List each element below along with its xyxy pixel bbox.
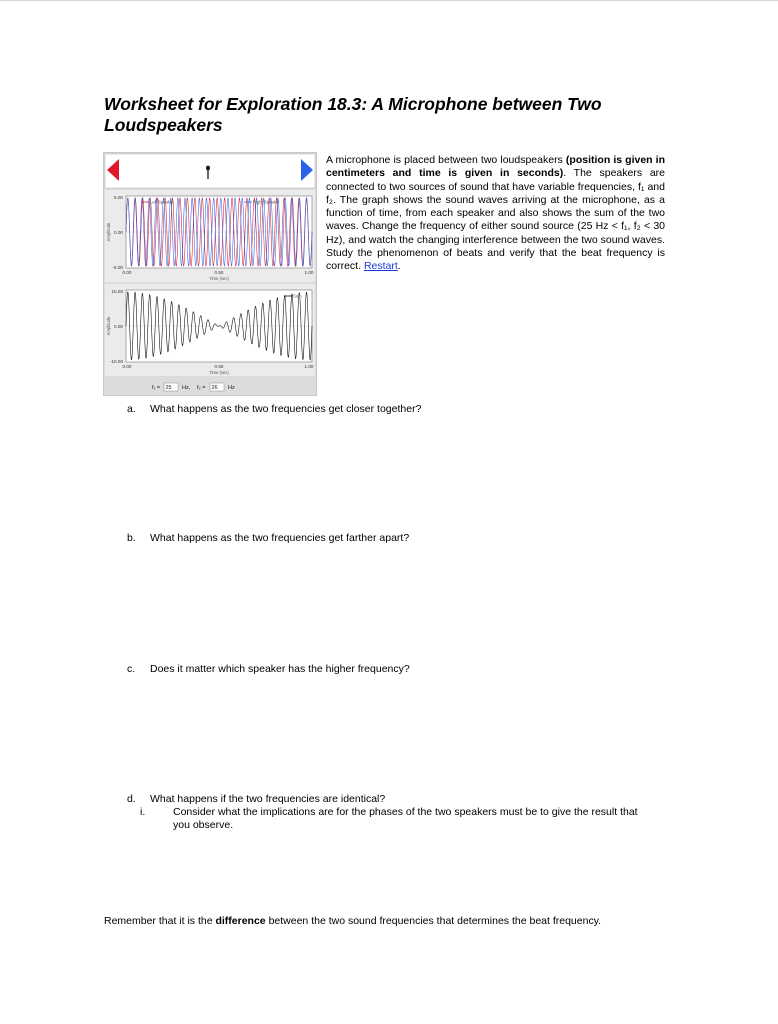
- remember-text: between the two sound frequencies that determines the beat frequency.: [265, 915, 602, 927]
- bottom-x-tick: 0.50: [214, 364, 224, 369]
- question-label: d.: [127, 793, 136, 805]
- question-text: What happens if the two frequencies are identical?: [150, 793, 386, 805]
- f1-unit: Hz,: [182, 385, 191, 391]
- bottom-x-tick: 1.00: [304, 364, 314, 369]
- bottom-y-tick: 0.00: [114, 324, 123, 329]
- top-y-tick: -5.00: [112, 265, 123, 270]
- top-y-axis-label: Amplitude: [106, 222, 111, 242]
- remember-text: Remember that it is the: [104, 915, 216, 927]
- intro-end: .: [397, 260, 401, 273]
- f2-unit: Hz: [228, 385, 235, 391]
- bottom-y-tick: -10.00: [109, 359, 123, 364]
- f2-value: 26: [211, 385, 218, 391]
- subquestion-text: Consider what the implications are for the phases of the two speakers must be to give the result that you observe.: [173, 806, 638, 831]
- legend-sum: Sum: [293, 293, 302, 299]
- f1-label: f₁ =: [152, 385, 161, 391]
- remember-note: [104, 915, 601, 928]
- question-label: c.: [127, 663, 136, 675]
- question-text: What happens as the two frequencies get closer together?: [150, 403, 422, 415]
- frequency-controls: [152, 383, 235, 391]
- simulation-svg: [104, 153, 316, 395]
- question-label: a.: [127, 403, 136, 415]
- page-top-border: [0, 0, 778, 1]
- top-x-tick: 1.00: [304, 270, 314, 275]
- intro-bold: (position is given in centimeters and time is given in seconds): [326, 154, 665, 180]
- top-graph: [105, 190, 315, 282]
- remember-bold: difference: [215, 915, 266, 927]
- page-title: Worksheet for Exploration 18.3: A Microphone between Two Loudspeakers: [104, 94, 602, 135]
- bottom-graph: [105, 284, 315, 376]
- question-label: b.: [127, 532, 136, 544]
- question-text: What happens as the two frequencies get farther apart?: [150, 532, 410, 544]
- intro-text: A microphone is placed between two loudspeakers: [326, 154, 566, 166]
- intro-paragraph: [326, 154, 665, 274]
- f1-value: 25: [165, 385, 172, 391]
- question-text: Does it matter which speaker has the higher frequency?: [150, 663, 410, 675]
- simulation-panel: [103, 152, 317, 396]
- top-x-tick: 0.50: [214, 270, 224, 275]
- top-y-tick: 5.00: [114, 195, 123, 200]
- legend-left-speaker: Left Speaker: [150, 199, 174, 205]
- subquestion-label: i.: [140, 806, 146, 818]
- bottom-y-axis-label: Amplitude: [106, 316, 111, 336]
- speaker-strip: [105, 154, 315, 188]
- intro-text: . The speakers are connected to two sources of sound that have variable frequencies, f₁ and f₂. The graph shows the sound waves arriving at the microphone, as a function of time, from each speaker and also shows the sum of the two waves. Change the frequency of either sound source (25 Hz < f₁, f₂ < 30 Hz), and watch the changing interference between the two sound waves. Study the phenomenon of beats and verify that the beat frequency is correct.: [326, 167, 665, 273]
- restart-link[interactable]: Restart: [363, 260, 398, 273]
- bottom-y-tick: 10.00: [111, 289, 123, 294]
- top-y-tick: 0.00: [114, 230, 123, 235]
- f2-label: f₂ =: [197, 385, 206, 391]
- top-x-axis-label: Time (sec): [209, 276, 229, 281]
- legend-right-speaker: Right Speaker: [253, 199, 280, 205]
- top-x-tick: 0.00: [122, 270, 132, 275]
- bottom-x-axis-label: Time (sec): [209, 370, 229, 375]
- bottom-x-tick: 0.00: [122, 364, 132, 369]
